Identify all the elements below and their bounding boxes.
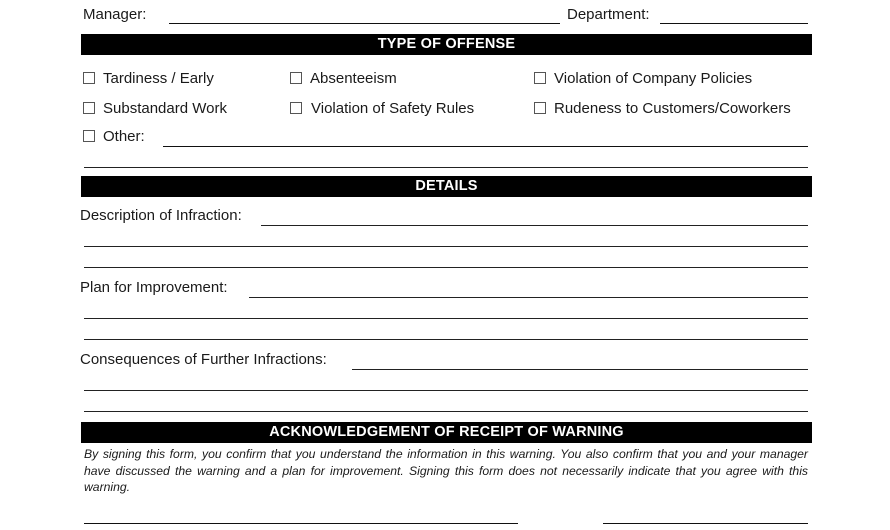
safety-rules-checkbox[interactable] [290, 102, 302, 114]
absenteeism-label: Absenteeism [310, 70, 397, 87]
description-field-line-3[interactable] [84, 267, 808, 268]
tardiness-checkbox[interactable] [83, 72, 95, 84]
description-field-line-2[interactable] [84, 246, 808, 247]
company-policies-label: Violation of Company Policies [554, 70, 753, 87]
rudeness-label: Rudeness to Customers/Coworkers [554, 100, 791, 117]
other-label: Other: [103, 128, 145, 145]
manager-field[interactable] [169, 23, 560, 24]
manager-label: Manager: [83, 6, 147, 23]
plan-field[interactable] [249, 297, 808, 298]
signature-date-field[interactable] [603, 523, 808, 524]
department-label: Department: [567, 6, 650, 23]
substandard-work-checkbox[interactable] [83, 102, 95, 114]
consequences-field-line-2[interactable] [84, 390, 808, 391]
substandard-work-label: Substandard Work [103, 100, 227, 117]
department-field[interactable] [660, 23, 808, 24]
plan-label: Plan for Improvement: [80, 279, 228, 296]
rudeness-checkbox[interactable] [534, 102, 546, 114]
other-checkbox[interactable] [83, 130, 95, 142]
consequences-field[interactable] [352, 369, 808, 370]
other-field[interactable] [163, 146, 808, 147]
type-of-offense-header: TYPE OF OFFENSE [81, 34, 812, 55]
other-field-line-2[interactable] [84, 167, 808, 168]
consequences-field-line-3[interactable] [84, 411, 808, 412]
tardiness-label: Tardiness / Early [103, 70, 214, 87]
acknowledgement-text: By signing this form, you confirm that you understand the information in this warning. You also confirm that you and your manager have discussed the warning and a plan for improvement. Signing this form does not necessarily indicate that you agree with this warning. [84, 447, 808, 494]
description-field[interactable] [261, 225, 808, 226]
company-policies-checkbox[interactable] [534, 72, 546, 84]
absenteeism-checkbox[interactable] [290, 72, 302, 84]
details-header: DETAILS [81, 176, 812, 197]
employee-signature-field[interactable] [84, 523, 518, 524]
consequences-label: Consequences of Further Infractions: [80, 351, 327, 368]
plan-field-line-3[interactable] [84, 339, 808, 340]
plan-field-line-2[interactable] [84, 318, 808, 319]
acknowledgement-header: ACKNOWLEDGEMENT OF RECEIPT OF WARNING [81, 422, 812, 443]
safety-rules-label: Violation of Safety Rules [311, 100, 475, 117]
description-label: Description of Infraction: [80, 207, 242, 224]
